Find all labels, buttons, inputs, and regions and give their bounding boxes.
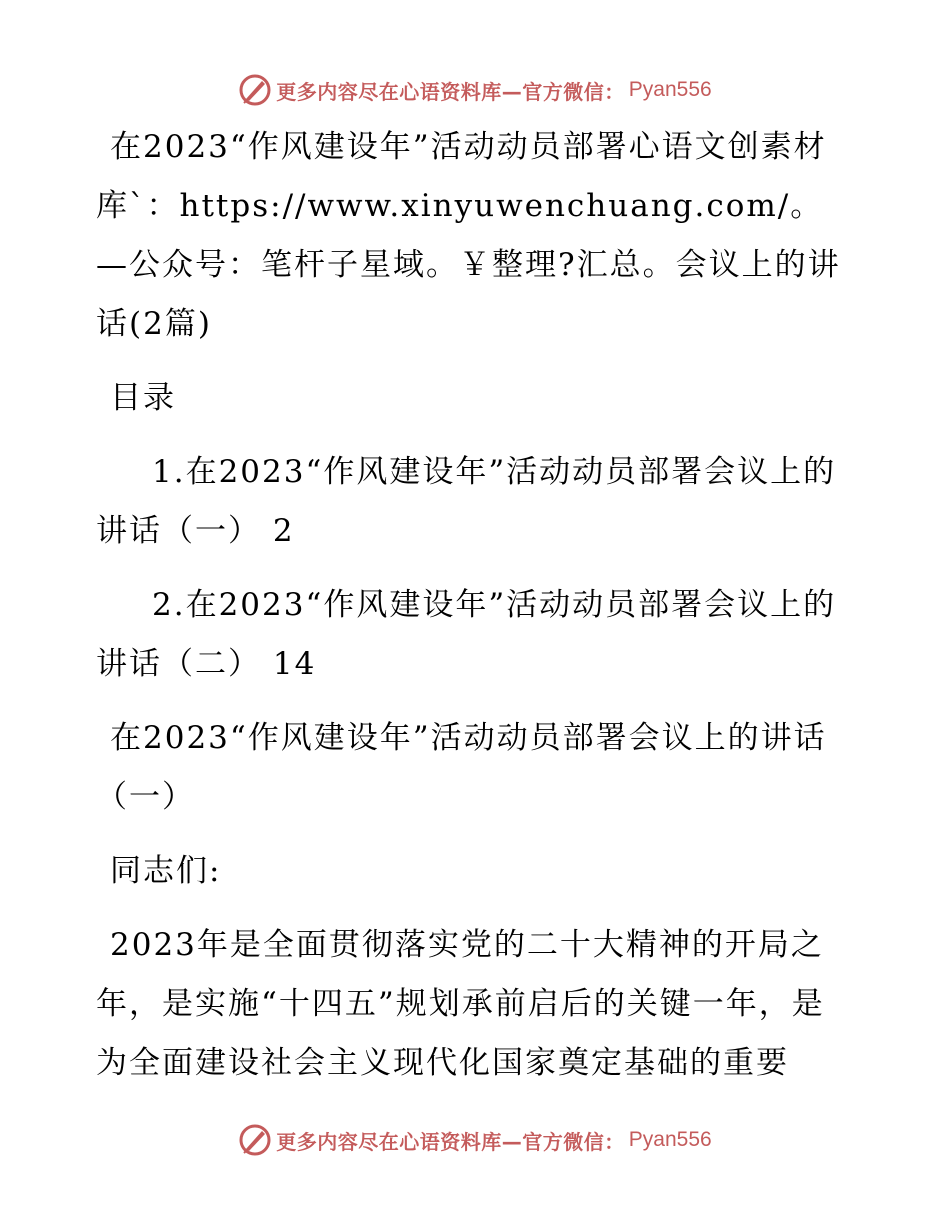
header-banner xyxy=(0,68,950,112)
footer-banner xyxy=(0,1118,950,1162)
salutation: 同志们: xyxy=(110,853,222,889)
body-paragraph: 2023年是全面贯彻落实党的二十大精神的开局之年，是实施“十四五”规划承前启后的关键一年，是为全面建设社会主义现代化国家奠定基础的重要 xyxy=(96,927,825,1081)
toc-item: 2.在2023“作风建设年”活动动员部署会议上的讲话（二） 14 xyxy=(96,587,837,682)
toc-item: 1.在2023“作风建设年”活动动员部署会议上的讲话（一） 2 xyxy=(96,454,837,549)
document-title: 在2023“作风建设年”活动动员部署心语文创素材库`：https://www.xinyuwenchuang.com/。—公众号：笔杆子星域。￥整理?汇总。会议上的讲话(2篇) xyxy=(96,129,841,342)
banner-text: 更多内容尽在心语资料库—官方微信： xyxy=(276,1129,625,1154)
toc-heading: 目录 xyxy=(110,380,176,416)
banner-text: 更多内容尽在心语资料库—官方微信： xyxy=(276,79,625,104)
banner-wechat-id: Pyan556 xyxy=(628,1128,712,1151)
document-body xyxy=(96,118,856,1093)
banner-wechat-id: Pyan556 xyxy=(628,78,712,101)
quill-logo-icon xyxy=(238,73,272,107)
quill-logo-icon xyxy=(238,1123,272,1157)
section-title: 在2023“作风建设年”活动动员部署会议上的讲话（一） xyxy=(96,720,827,815)
